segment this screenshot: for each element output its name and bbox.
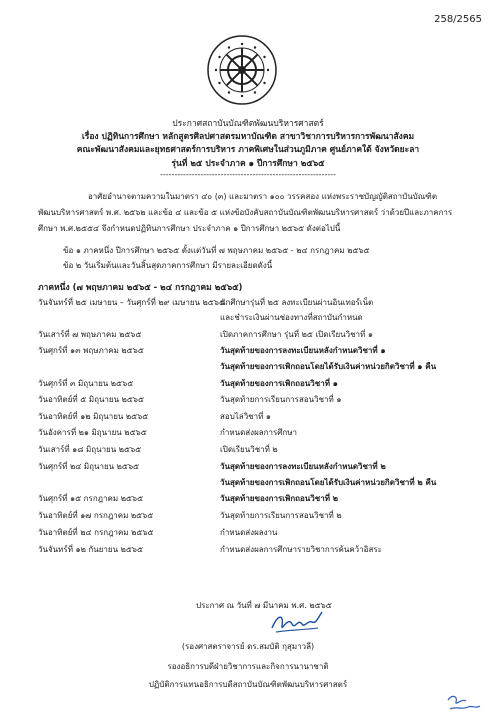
schedule-row bbox=[38, 360, 478, 374]
schedule-row bbox=[38, 526, 478, 540]
signer-name: (รองศาสตราจารย์ ดร.สมบัติ กุสุมาวลี) bbox=[181, 642, 315, 651]
signer-position-2: ปฏิบัติการแทนอธิการบดีสถาบันบัณฑิตพัฒนบริหารศาสตร์ bbox=[148, 680, 348, 689]
schedule-date: วันอาทิตย์ที่ ๑๗ กรกฎาคม ๒๕๖๕ bbox=[38, 511, 154, 520]
clause-2: ข้อ ๒ วันเริ่มต้นและวันสิ้นสุดภาคการศึกษา มีรายละเอียดดังนี้ bbox=[63, 261, 273, 270]
schedule-date: วันอาทิตย์ที่ ๒๔ กรกฎาคม ๒๕๖๕ bbox=[38, 528, 154, 537]
schedule-date: วันศุกร์ที่ ๓ มิถุนายน ๒๕๖๕ bbox=[38, 379, 134, 388]
document-title: ประกาศสถาบันบัณฑิตพัฒนบริหารศาสตร์ bbox=[172, 119, 324, 129]
schedule-row bbox=[38, 543, 478, 557]
schedule-row bbox=[38, 443, 478, 457]
subject-line-3: รุ่นที่ ๒๕ ประจำภาค ๑ ปีการศึกษา ๒๕๖๕ bbox=[171, 159, 325, 169]
schedule-activity: วันสุดท้ายของการเพิกถอนวิชาที่ ๒ bbox=[220, 494, 339, 503]
schedule-date: วันอังคารที่ ๒๑ มิถุนายน ๒๕๖๕ bbox=[38, 428, 147, 437]
schedule-date: วันอาทิตย์ที่ ๑๒ มิถุนายน ๒๕๖๕ bbox=[38, 412, 149, 421]
schedule-date: วันเสาร์ที่ ๑๘ มิถุนายน ๒๕๖๕ bbox=[38, 445, 142, 454]
schedule-row bbox=[38, 344, 478, 358]
schedule-date: วันเสาร์ที่ ๗ พฤษภาคม ๒๕๖๕ bbox=[38, 330, 142, 339]
semester-heading: ภาคหนึ่ง (๗ พฤษภาคม ๒๕๖๕ - ๒๔ กรกฎาคม ๒๕๖๕) bbox=[38, 283, 243, 293]
schedule-row bbox=[38, 311, 478, 325]
schedule-activity: เปิดเรียนวิชาที่ ๒ bbox=[220, 445, 278, 454]
schedule-row bbox=[38, 393, 478, 407]
schedule-row bbox=[38, 476, 478, 490]
intro-paragraph: อาศัยอำนาจตามความในมาตรา ๔๐ (๓) และมาตรา ๑๐๐ วรรคสอง แห่งพระราชบัญญัติสถาบันบัณฑิตพัฒนบริหารศาสตร์ พ.ศ. ๒๕๖๒ และข้อ ๔ และข้อ ๕ แห่งข้อบังคับสถาบันบัณฑิตพัฒนบริหารศาสตร์ ว่าด้วยปีและภาคการศึกษา พ.ศ.๒๕๕๔ จึงกำหนดปฏิทินการศึกษา ประจำภาค ๑ ปีการศึกษา ๒๕๖๕ ดังต่อไปนี้ bbox=[38, 192, 453, 233]
signer-position-1: รองอธิการบดีฝ่ายวิชาการและกิจการนานาชาติ bbox=[167, 662, 329, 671]
title-divider: ------------------------------------------------------------- bbox=[159, 170, 337, 179]
subject-line-2: คณะพัฒนาสังคมและยุทธศาสตร์การบริหาร ภาคพิเศษในส่วนภูมิภาค ศูนย์ภาคใต้ จังหวัดยะลา bbox=[76, 145, 420, 155]
schedule-row bbox=[38, 492, 478, 506]
schedule-activity: เปิดภาคการศึกษา รุ่นที่ ๒๕ เปิดเรียนวิชาที่ ๑ bbox=[220, 330, 373, 339]
schedule-activity: วันสุดท้ายของการเพิกถอนโดยได้รับเงินค่าหน่วยกิตวิชาที่ ๒ คืน bbox=[220, 478, 437, 487]
schedule-date: วันจันทร์ที่ ๒๕ เมษายน – วันศุกร์ที่ ๒๙ เมษายน ๒๕๖๕ bbox=[38, 298, 225, 307]
schedule-activity: กำหนดส่งผลการศึกษา bbox=[220, 428, 297, 437]
schedule-date: วันจันทร์ที่ ๑๒ กันยายน ๒๕๖๕ bbox=[38, 545, 144, 554]
schedule-row bbox=[38, 509, 478, 523]
schedule-row bbox=[38, 426, 478, 440]
schedule-activity: กำหนดส่งผลงาน bbox=[220, 528, 278, 537]
schedule-date: วันศุกร์ที่ ๑๕ กรกฎาคม ๒๕๖๕ bbox=[38, 494, 144, 503]
schedule-row bbox=[38, 296, 478, 310]
document-number: 258/2565 bbox=[434, 14, 482, 25]
schedule-activity: วันสุดท้ายของการเพิกถอนวิชาที่ ๑ bbox=[220, 379, 338, 388]
schedule-date: วันศุกร์ที่ ๒๔ มิถุนายน ๒๕๖๕ bbox=[38, 462, 140, 471]
announcement-date: ประกาศ ณ วันที่ ๗ มีนาคม พ.ศ. ๒๕๖๕ bbox=[196, 601, 332, 610]
schedule-date: วันศุกร์ที่ ๑๓ พฤษภาคม ๒๕๖๕ bbox=[38, 346, 144, 355]
schedule-activity: สอบไล่วิชาที่ ๑ bbox=[220, 412, 271, 421]
schedule-activity: วันสุดท้ายการเรียนการสอนวิชาที่ ๑ bbox=[220, 395, 342, 404]
schedule-activity: วันสุดท้ายของการลงทะเบียนหลังกำหนดวิชาที่ ๑ bbox=[220, 346, 386, 355]
schedule-date: วันอาทิตย์ที่ ๕ มิถุนายน ๒๕๖๕ bbox=[38, 395, 145, 404]
schedule-activity: กำหนดส่งผลการศึกษารายวิชาการค้นคว้าอิสระ bbox=[220, 545, 382, 554]
schedule-row bbox=[38, 328, 478, 342]
clause-1: ข้อ ๑ ภาคหนึ่ง ปีการศึกษา ๒๕๖๕ ตั้งแต่วันที่ ๗ พฤษภาคม ๒๕๖๕ - ๒๔ กรกฎาคม ๒๕๖๕ bbox=[63, 246, 370, 255]
schedule-activity: วันสุดท้ายของการลงทะเบียนหลังกำหนดวิชาที่ ๒ bbox=[220, 462, 386, 471]
schedule-row bbox=[38, 377, 478, 391]
handwritten-initials-mark bbox=[444, 692, 484, 714]
schedule-activity: วันสุดท้ายของการเพิกถอนโดยได้รับเงินค่าหน่วยกิตวิชาที่ ๑ คืน bbox=[220, 362, 437, 371]
schedule-row bbox=[38, 410, 478, 424]
schedule-row bbox=[38, 460, 478, 474]
schedule-activity: วันสุดท้ายการเรียนการสอนวิชาที่ ๒ bbox=[220, 511, 342, 520]
handwritten-signature bbox=[268, 606, 324, 640]
institute-seal-logo bbox=[206, 34, 278, 106]
schedule-activity: นักศึกษารุ่นที่ ๒๕ ลงทะเบียนผ่านอินเทอร์เน็ต bbox=[220, 298, 374, 307]
schedule-activity: และชำระเงินผ่านช่องทางที่สถาบันกำหนด bbox=[220, 313, 363, 322]
subject-line-1: เรื่อง ปฏิทินการศึกษา หลักสูตรศิลปศาสตรมหาบัณฑิต สาขาวิชาการบริหารการพัฒนาสังคม bbox=[81, 132, 415, 142]
